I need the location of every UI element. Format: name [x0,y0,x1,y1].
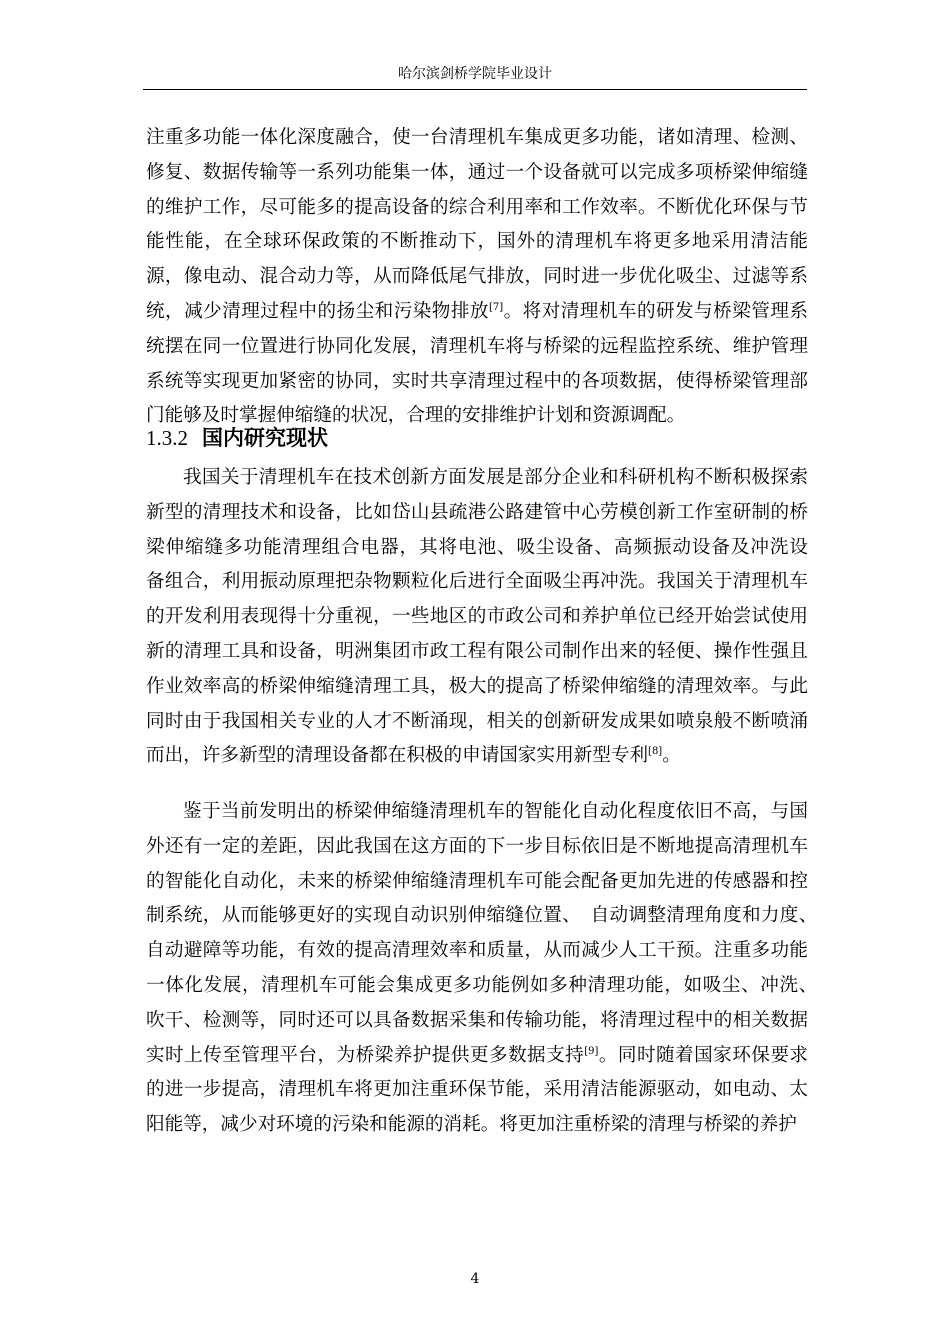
citation-ref[interactable]: [8] [648,746,663,758]
paragraph-text: 。同时随着国家环保要求 的进一步提高，清理机车将更加注重环保节能，采用清洁能源驱动，如电动、太 阳能等，减少对环境的污染和能源的消耗。将更加注重桥梁的清理与桥梁的养护 [146,1044,827,1136]
citation-ref[interactable]: [7] [488,301,504,313]
paragraph-overseas-trends [146,121,808,434]
paragraph-text: 我国关于清理机车在技术创新方面发展是部分企业和科研机构不断积极探索新型的清理技术和设备，比如岱山县疏港公路建管中心劳模创新工作室研制的桥梁伸缩缝多功能清理组合电器，其将电池、吸尘设备、高频振动设备及冲洗设 备组合，利用振动原理把杂物颗粒化后进行全面吸尘再冲洗。我国关于清理机车 的开发利用表现得十分重视，一些地区的市政公司和养护单位已经开始尝试使用 新的清理工具和设备，明洲集团市政工程有限公司制作出来的轻便、操作性强且 作业效率高的桥梁伸缩缝清理工具，极大的提高了桥梁伸缩缝的清理效率。与此 同时由于我国相关专业的人才不断涌现，相关的创新研发成果如喷泉般不断喷涌 而出，许多新型的清理设备都在积极的申请国家实用新型专利 [146,467,827,767]
paragraph-text: 。将对清理机车的研发与桥梁管理系统摆在同一位置进行协同化发展，清理机车将与桥梁的远程监控系统、维护管理系统等实现更加紧密的协同，实时共享清理过程中的各项数据，使得桥梁管理部门能够及时掌握伸缩缝的状况，合理的安排维护计划和资源调配。 [146,300,808,427]
paragraph-future-goals [146,795,827,1143]
paragraph-text: 注重多功能一体化深度融合，使一台清理机车集成更多功能，诸如清理、检测、修复、数据传输等一系列功能集一体，通过一个设备就可以完成多项桥梁伸缩缝的维护工作，尽可能多的提高设备的综合利用率和工作效率。不断优化环保与节能性能，在全球环保政策的不断推动下，国外的清理机车将更多地采用清洁能源，像电动、混合动力等，从而降低尾气排放，同时进一步优化吸尘、过滤等系统，减少清理过程中的扬尘和污染物排放 [146,127,808,322]
paragraph-text: 。 [662,745,681,767]
paragraph-text: 鉴于当前发明出的桥梁伸缩缝清理机车的智能化自动化程度依旧不高，与国外还有一定的差距，因此我国在这方面的下一步目标依旧是不断地提高清理机车的智能化自动化，未来的桥梁伸缩缝清理机车可能会配备更加先进的传感器和控制系统，从而能够更好的实现自动识别伸缩缝位置、 自动调整清理角度和力度、 自动避障等功能，有效的提高清理效率和质量，从而减少人工干预。注重多功能 一体化发展，清理机车可能会集成更多功能例如多种清理功能，如吸尘、冲洗、 吹干、检测等，同时还可以具备数据采集和传输功能，将清理过程中的相关数据 实时上传至管理平台，为桥梁养护提供更多数据支持 [146,801,827,1066]
section-title: 国内研究现状 [202,426,328,450]
paragraph-domestic-status [146,461,827,774]
header-divider [143,89,807,90]
page-number: 4 [470,1271,480,1287]
section-heading [146,423,328,453]
running-header: 哈尔滨剑桥学院毕业设计 [398,66,552,82]
citation-ref[interactable]: [9] [584,1045,599,1057]
section-number: 1.3.2 [146,426,188,450]
